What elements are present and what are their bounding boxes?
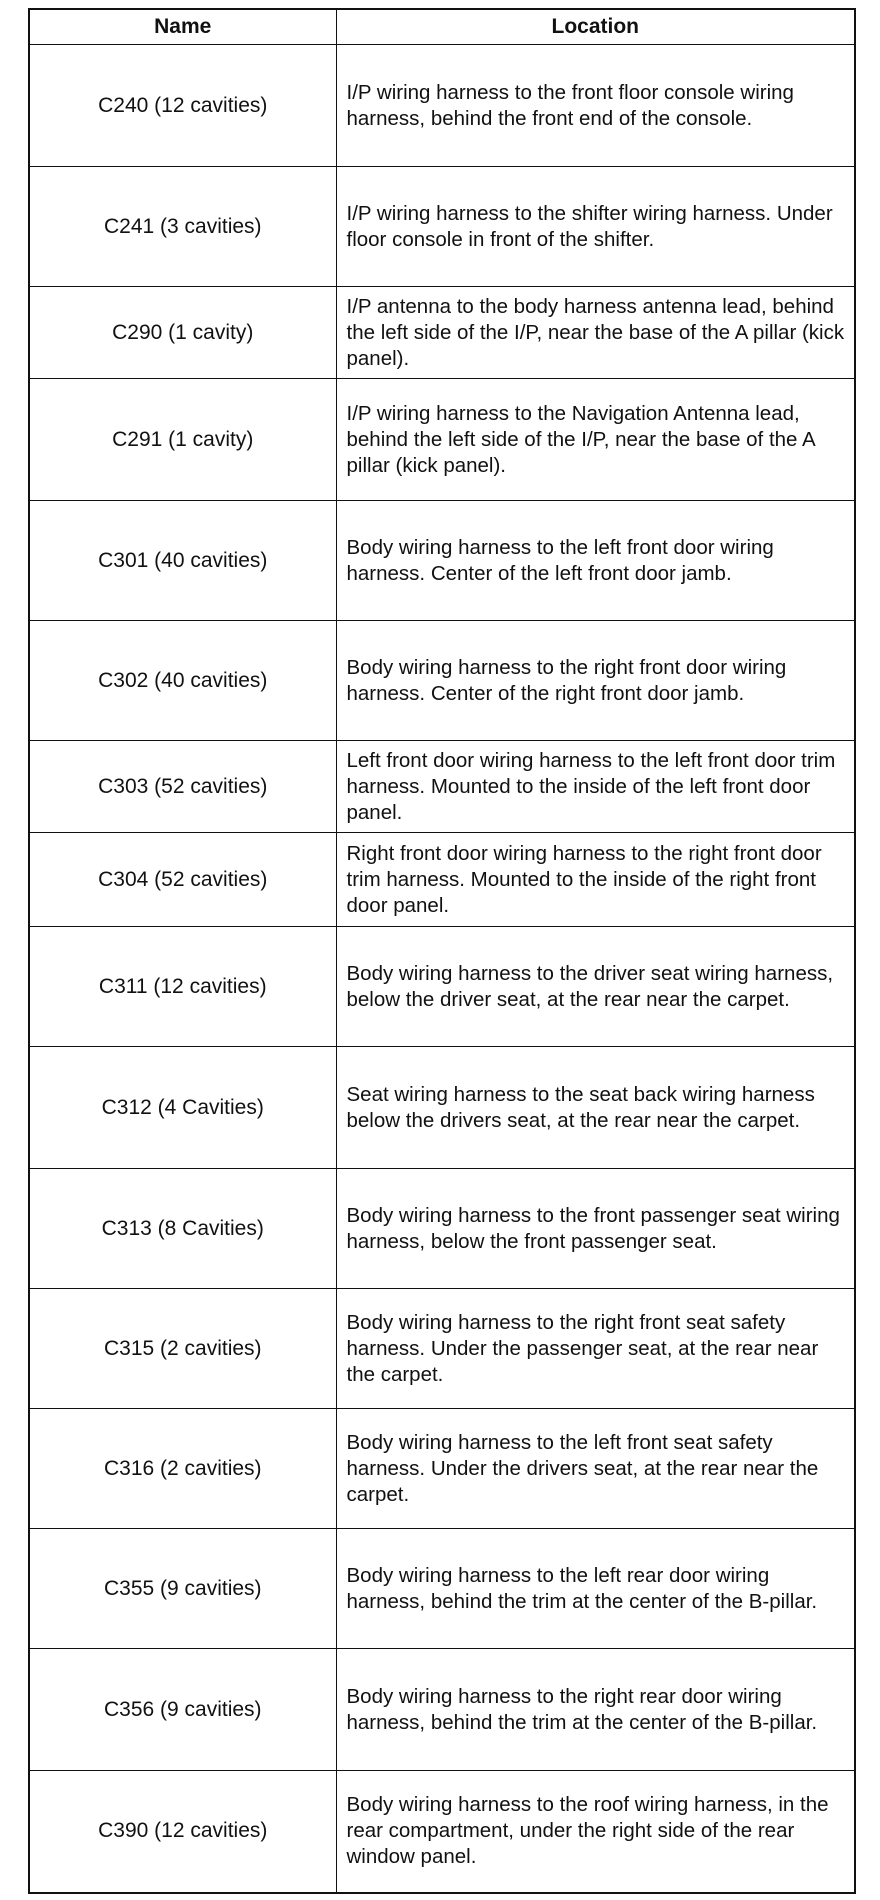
table-row [29, 1771, 855, 1893]
connector-location: Body wiring harness to the right rear door wiring harness, behind the trim at the center of the B-pillar. [336, 1649, 855, 1771]
connector-location: I/P antenna to the body harness antenna lead, behind the left side of the I/P, near the base of the A pillar (kick panel). [336, 287, 855, 379]
connector-location: I/P wiring harness to the Navigation Antenna lead, behind the left side of the I/P, near the base of the A pillar (kick panel). [336, 379, 855, 501]
connector-location: Body wiring harness to the right front seat safety harness. Under the passenger seat, at the rear near the carpet. [336, 1289, 855, 1409]
connector-name: C316 (2 cavities) [29, 1409, 336, 1529]
connector-name: C315 (2 cavities) [29, 1289, 336, 1409]
connector-location: Body wiring harness to the roof wiring harness, in the rear compartment, under the right side of the rear window panel. [336, 1771, 855, 1893]
connector-location: Body wiring harness to the driver seat wiring harness, below the driver seat, at the rear near the carpet. [336, 927, 855, 1047]
connector-location: Seat wiring harness to the seat back wiring harness below the drivers seat, at the rear near the carpet. [336, 1047, 855, 1169]
connector-name: C302 (40 cavities) [29, 621, 336, 741]
connector-location: Body wiring harness to the right front door wiring harness. Center of the right front door jamb. [336, 621, 855, 741]
table-row [29, 1409, 855, 1529]
connector-name: C355 (9 cavities) [29, 1529, 336, 1649]
connector-name: C390 (12 cavities) [29, 1771, 336, 1893]
connector-name: C356 (9 cavities) [29, 1649, 336, 1771]
connector-name: C240 (12 cavities) [29, 45, 336, 167]
table-row [29, 45, 855, 167]
connector-location: Left front door wiring harness to the left front door trim harness. Mounted to the inside of the left front door panel. [336, 741, 855, 833]
column-header-name: Name [29, 9, 336, 45]
table-row [29, 1047, 855, 1169]
connector-location: Body wiring harness to the left rear door wiring harness, behind the trim at the center of the B-pillar. [336, 1529, 855, 1649]
connector-name: C312 (4 Cavities) [29, 1047, 336, 1169]
table-row [29, 501, 855, 621]
table-row [29, 1529, 855, 1649]
connector-location-table [28, 8, 856, 1894]
connector-name: C301 (40 cavities) [29, 501, 336, 621]
connector-location: Right front door wiring harness to the right front door trim harness. Mounted to the inside of the right front door panel. [336, 833, 855, 927]
connector-name: C241 (3 cavities) [29, 167, 336, 287]
table-row [29, 1169, 855, 1289]
table-row [29, 833, 855, 927]
connector-location: Body wiring harness to the front passenger seat wiring harness, below the front passenger seat. [336, 1169, 855, 1289]
table-row [29, 379, 855, 501]
connector-name: C291 (1 cavity) [29, 379, 336, 501]
table-row [29, 927, 855, 1047]
connector-location: Body wiring harness to the left front door wiring harness. Center of the left front door jamb. [336, 501, 855, 621]
connector-name: C311 (12 cavities) [29, 927, 336, 1047]
connector-name: C313 (8 Cavities) [29, 1169, 336, 1289]
connector-name: C304 (52 cavities) [29, 833, 336, 927]
table-row [29, 167, 855, 287]
table-row [29, 1649, 855, 1771]
column-header-location: Location [336, 9, 855, 45]
table-row [29, 741, 855, 833]
connector-location: I/P wiring harness to the front floor console wiring harness, behind the front end of the console. [336, 45, 855, 167]
table-row [29, 287, 855, 379]
table-header-row [29, 9, 855, 45]
table-row [29, 1289, 855, 1409]
connector-name: C290 (1 cavity) [29, 287, 336, 379]
connector-name: C303 (52 cavities) [29, 741, 336, 833]
table-row [29, 621, 855, 741]
connector-location: I/P wiring harness to the shifter wiring harness. Under floor console in front of the shifter. [336, 167, 855, 287]
connector-location: Body wiring harness to the left front seat safety harness. Under the drivers seat, at the rear near the carpet. [336, 1409, 855, 1529]
